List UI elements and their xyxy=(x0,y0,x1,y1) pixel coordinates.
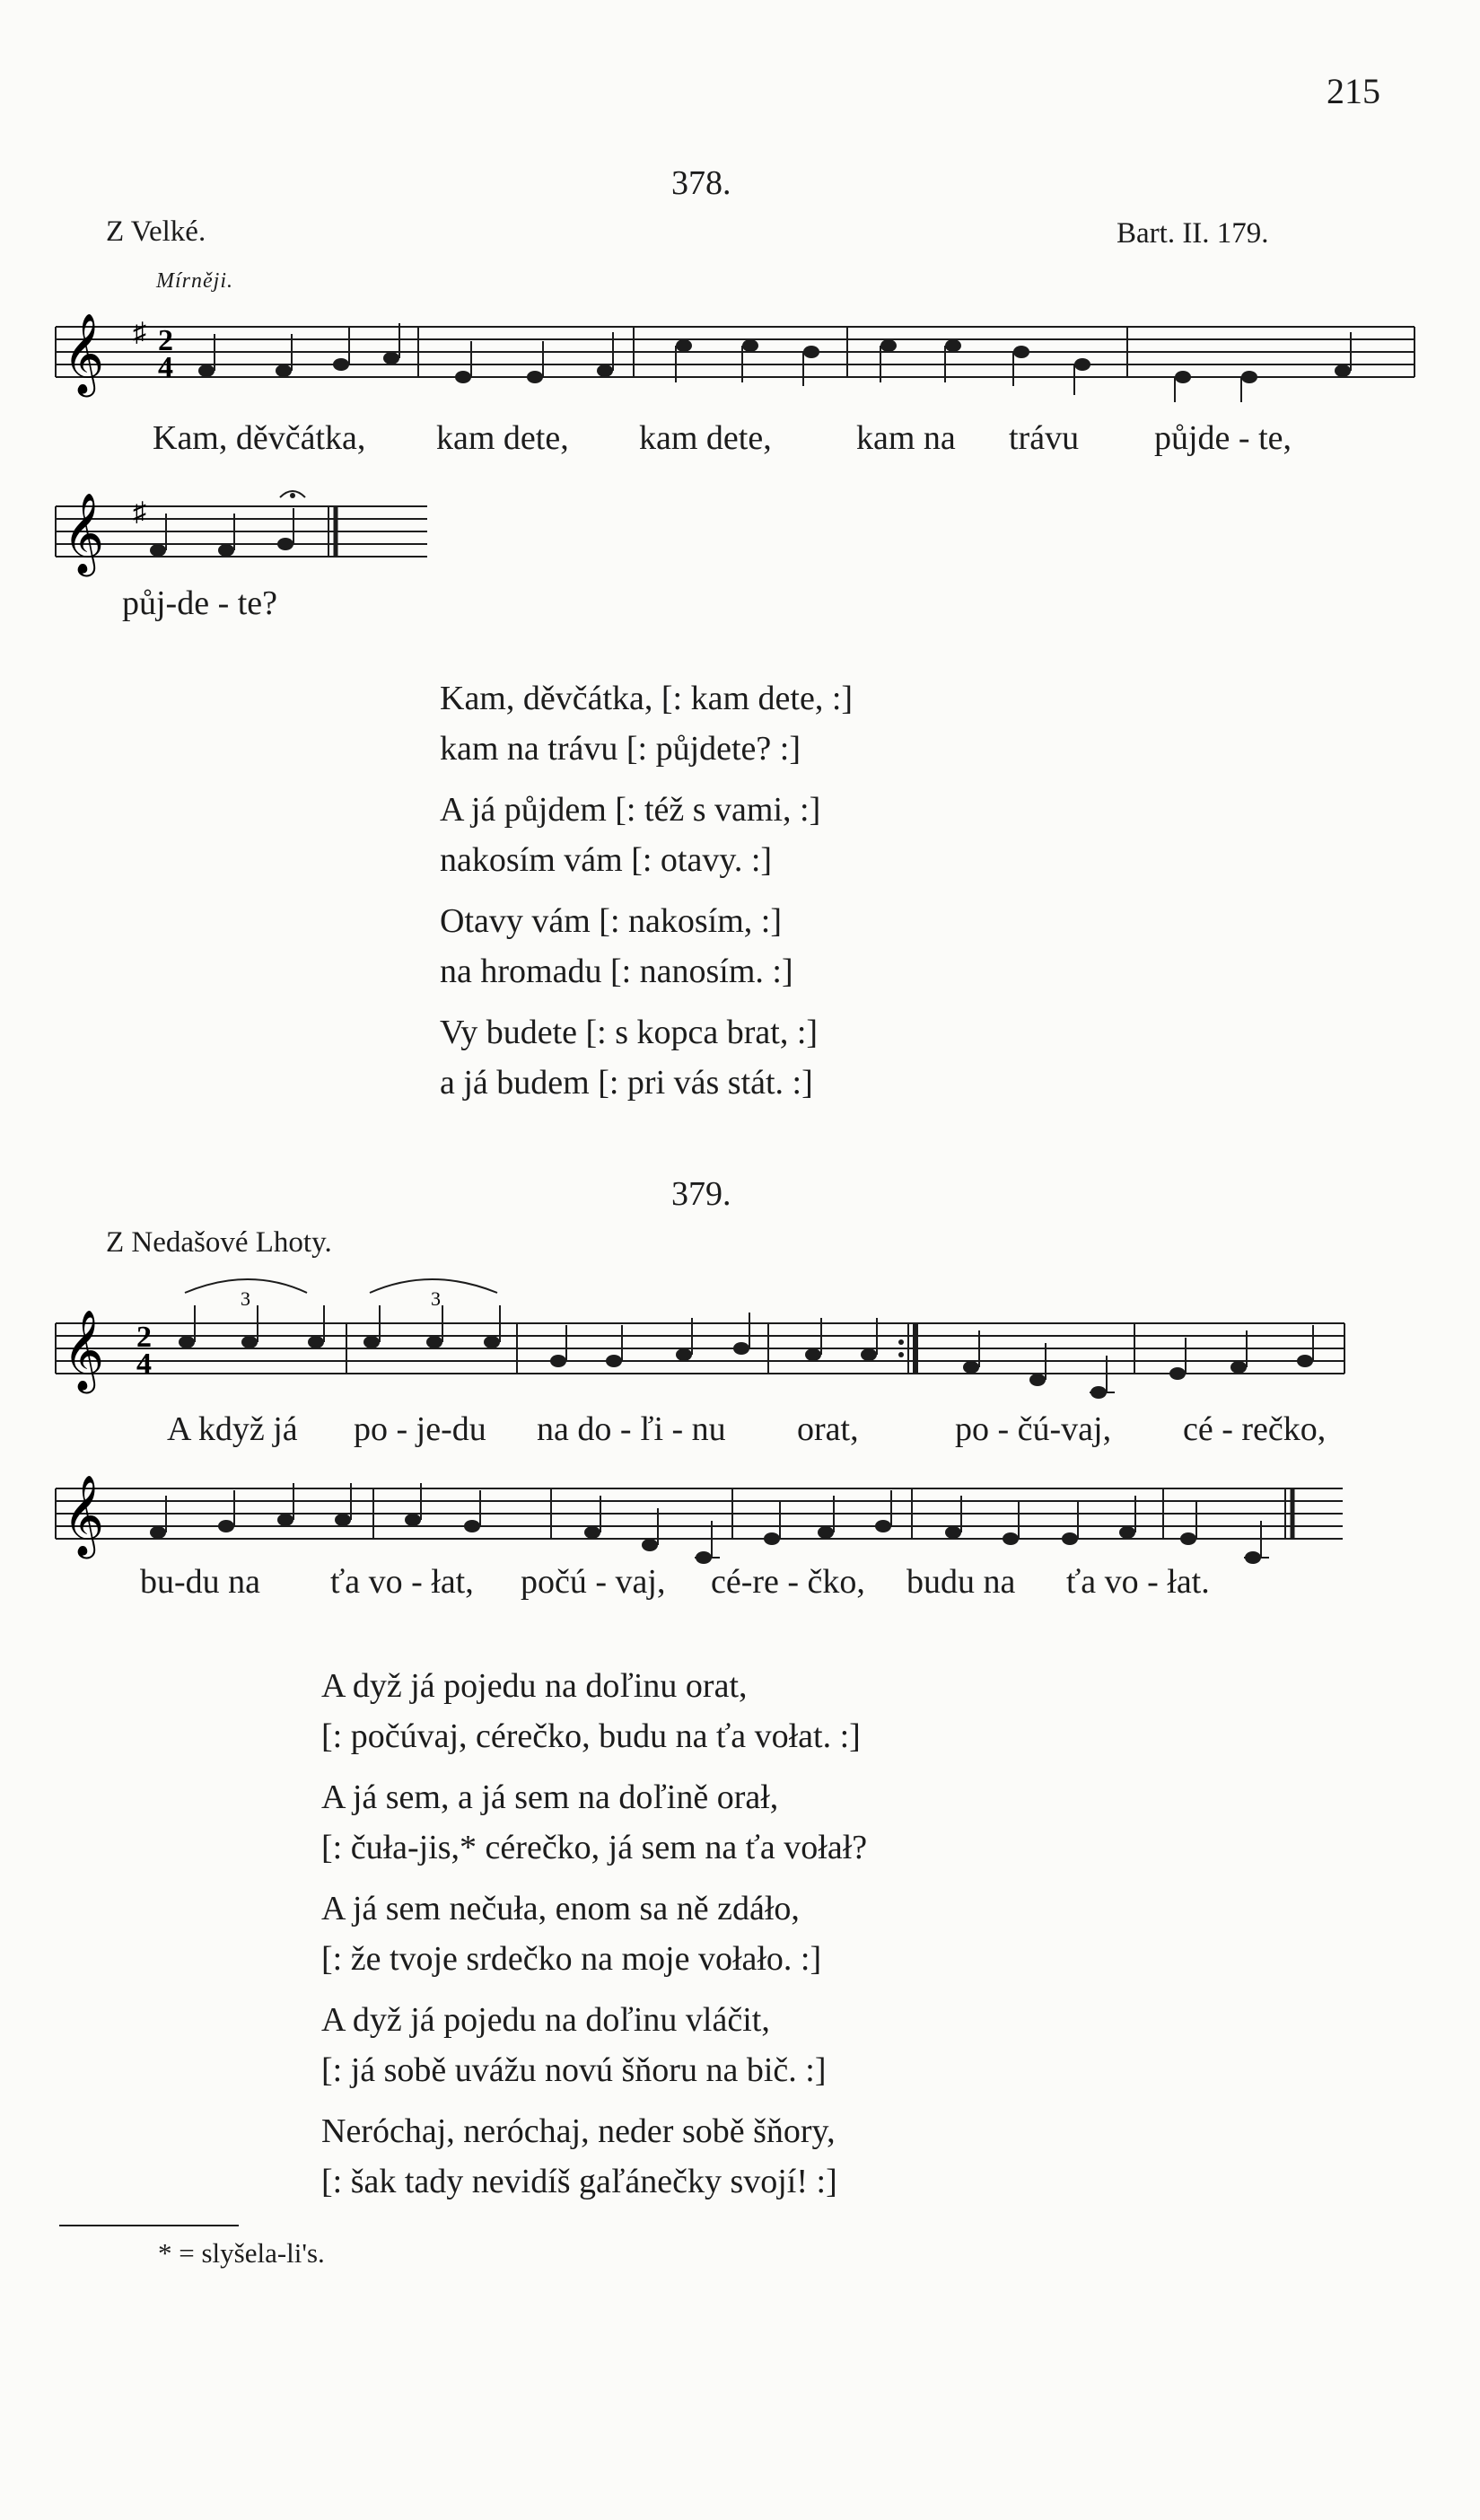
stanza: A já sem, a já sem na doľině orał, [: čuła-jis,* cérečko, já sem na ťa vołał? xyxy=(321,1778,868,1866)
svg-text:𝄞: 𝄞 xyxy=(63,493,105,574)
lyric-syllable: A když já xyxy=(167,1410,298,1448)
verse-block xyxy=(440,673,853,1119)
svg-text:♯: ♯ xyxy=(133,318,146,347)
lyric-syllable: orat, xyxy=(797,1410,859,1448)
stanza: Vy budete [: s kopca brat, :] a já budem [: pri vás stát. :] xyxy=(440,1014,819,1102)
svg-text:♯: ♯ xyxy=(133,497,146,527)
triplet-label: 3 xyxy=(241,1287,250,1310)
lyric-syllable: ťa vo - łat. xyxy=(1066,1563,1210,1601)
lyric-syllable: kam dete, xyxy=(639,419,772,457)
lyric-syllable: kam na xyxy=(856,419,956,457)
stanza: A dyž já pojedu na doľinu orat, [: počúvaj, cérečko, budu na ťa vołat. :] xyxy=(321,1667,861,1755)
svg-text:𝄞: 𝄞 xyxy=(63,1310,105,1391)
music-staff xyxy=(50,485,445,584)
page-number: 215 xyxy=(1327,71,1380,111)
stanza: Kam, děvčátka, [: kam dete, :] kam na trávu [: půjdete? :] xyxy=(440,680,854,768)
music-staff xyxy=(50,1266,1423,1409)
lyric-syllable: ťa vo - łat, xyxy=(330,1563,474,1601)
stanza: Neróchaj, neróchaj, neder sobě šňory, [: šak tady nevidíš gaľánečky svojí! :] xyxy=(321,2112,837,2200)
song-origin: Z Velké. xyxy=(106,215,206,248)
svg-text:𝄞: 𝄞 xyxy=(63,1475,105,1556)
stanza: A já sem nečuła, enom sa ně zdáło, [: že tvoje srdečko na moje vołało. :] xyxy=(321,1890,822,1978)
svg-text:2: 2 xyxy=(158,324,173,357)
svg-text:4: 4 xyxy=(136,1348,152,1381)
tempo-marking: Mírněji. xyxy=(156,269,233,293)
lyric-syllable: Kam, děvčátka, xyxy=(153,419,366,457)
svg-text:4: 4 xyxy=(158,351,173,384)
lyric-syllable: budu na xyxy=(906,1563,1016,1601)
lyric-syllable: cé - rečko, xyxy=(1183,1410,1327,1448)
svg-text:𝄞: 𝄞 xyxy=(63,313,105,394)
lyric-syllable: půj-de - te? xyxy=(122,584,278,622)
song-origin: Z Nedašové Lhoty. xyxy=(106,1226,332,1259)
lyric-syllable: na do - ľi - nu xyxy=(537,1410,726,1448)
lyric-syllable: kam dete, xyxy=(436,419,569,457)
song-number-379: 379. xyxy=(671,1175,731,1213)
lyric-syllable: půjde - te, xyxy=(1154,419,1292,457)
footnote: * = slyšela-li's. xyxy=(158,2237,325,2269)
lyric-syllable: bu-du na xyxy=(140,1563,261,1601)
stanza: A já půjdem [: též s vami, :] nakosím vám [: otavy. :] xyxy=(440,791,821,879)
music-staff xyxy=(50,305,1423,413)
lyric-syllable: po - čú-vaj, xyxy=(955,1410,1112,1448)
lyric-syllable: počú - vaj, xyxy=(521,1563,666,1601)
svg-text:2: 2 xyxy=(136,1321,152,1354)
stanza: A dyž já pojedu na doľinu vláčit, [: já sobě uvážu novú šňoru na bič. :] xyxy=(321,2001,827,2089)
lyric-syllable: po - je-du xyxy=(354,1410,486,1448)
footnote-divider xyxy=(59,2225,239,2226)
verse-block xyxy=(321,1661,867,2217)
lyric-syllable: trávu xyxy=(1009,419,1080,457)
song-number-378: 378. xyxy=(671,164,731,202)
music-staff xyxy=(50,1445,1423,1571)
triplet-label: 3 xyxy=(431,1287,441,1310)
lyric-syllable: cé-re - čko, xyxy=(711,1563,865,1601)
stanza: Otavy vám [: nakosím, :] na hromadu [: nanosím. :] xyxy=(440,902,793,990)
song-reference: Bart. II. 179. xyxy=(1117,217,1269,250)
